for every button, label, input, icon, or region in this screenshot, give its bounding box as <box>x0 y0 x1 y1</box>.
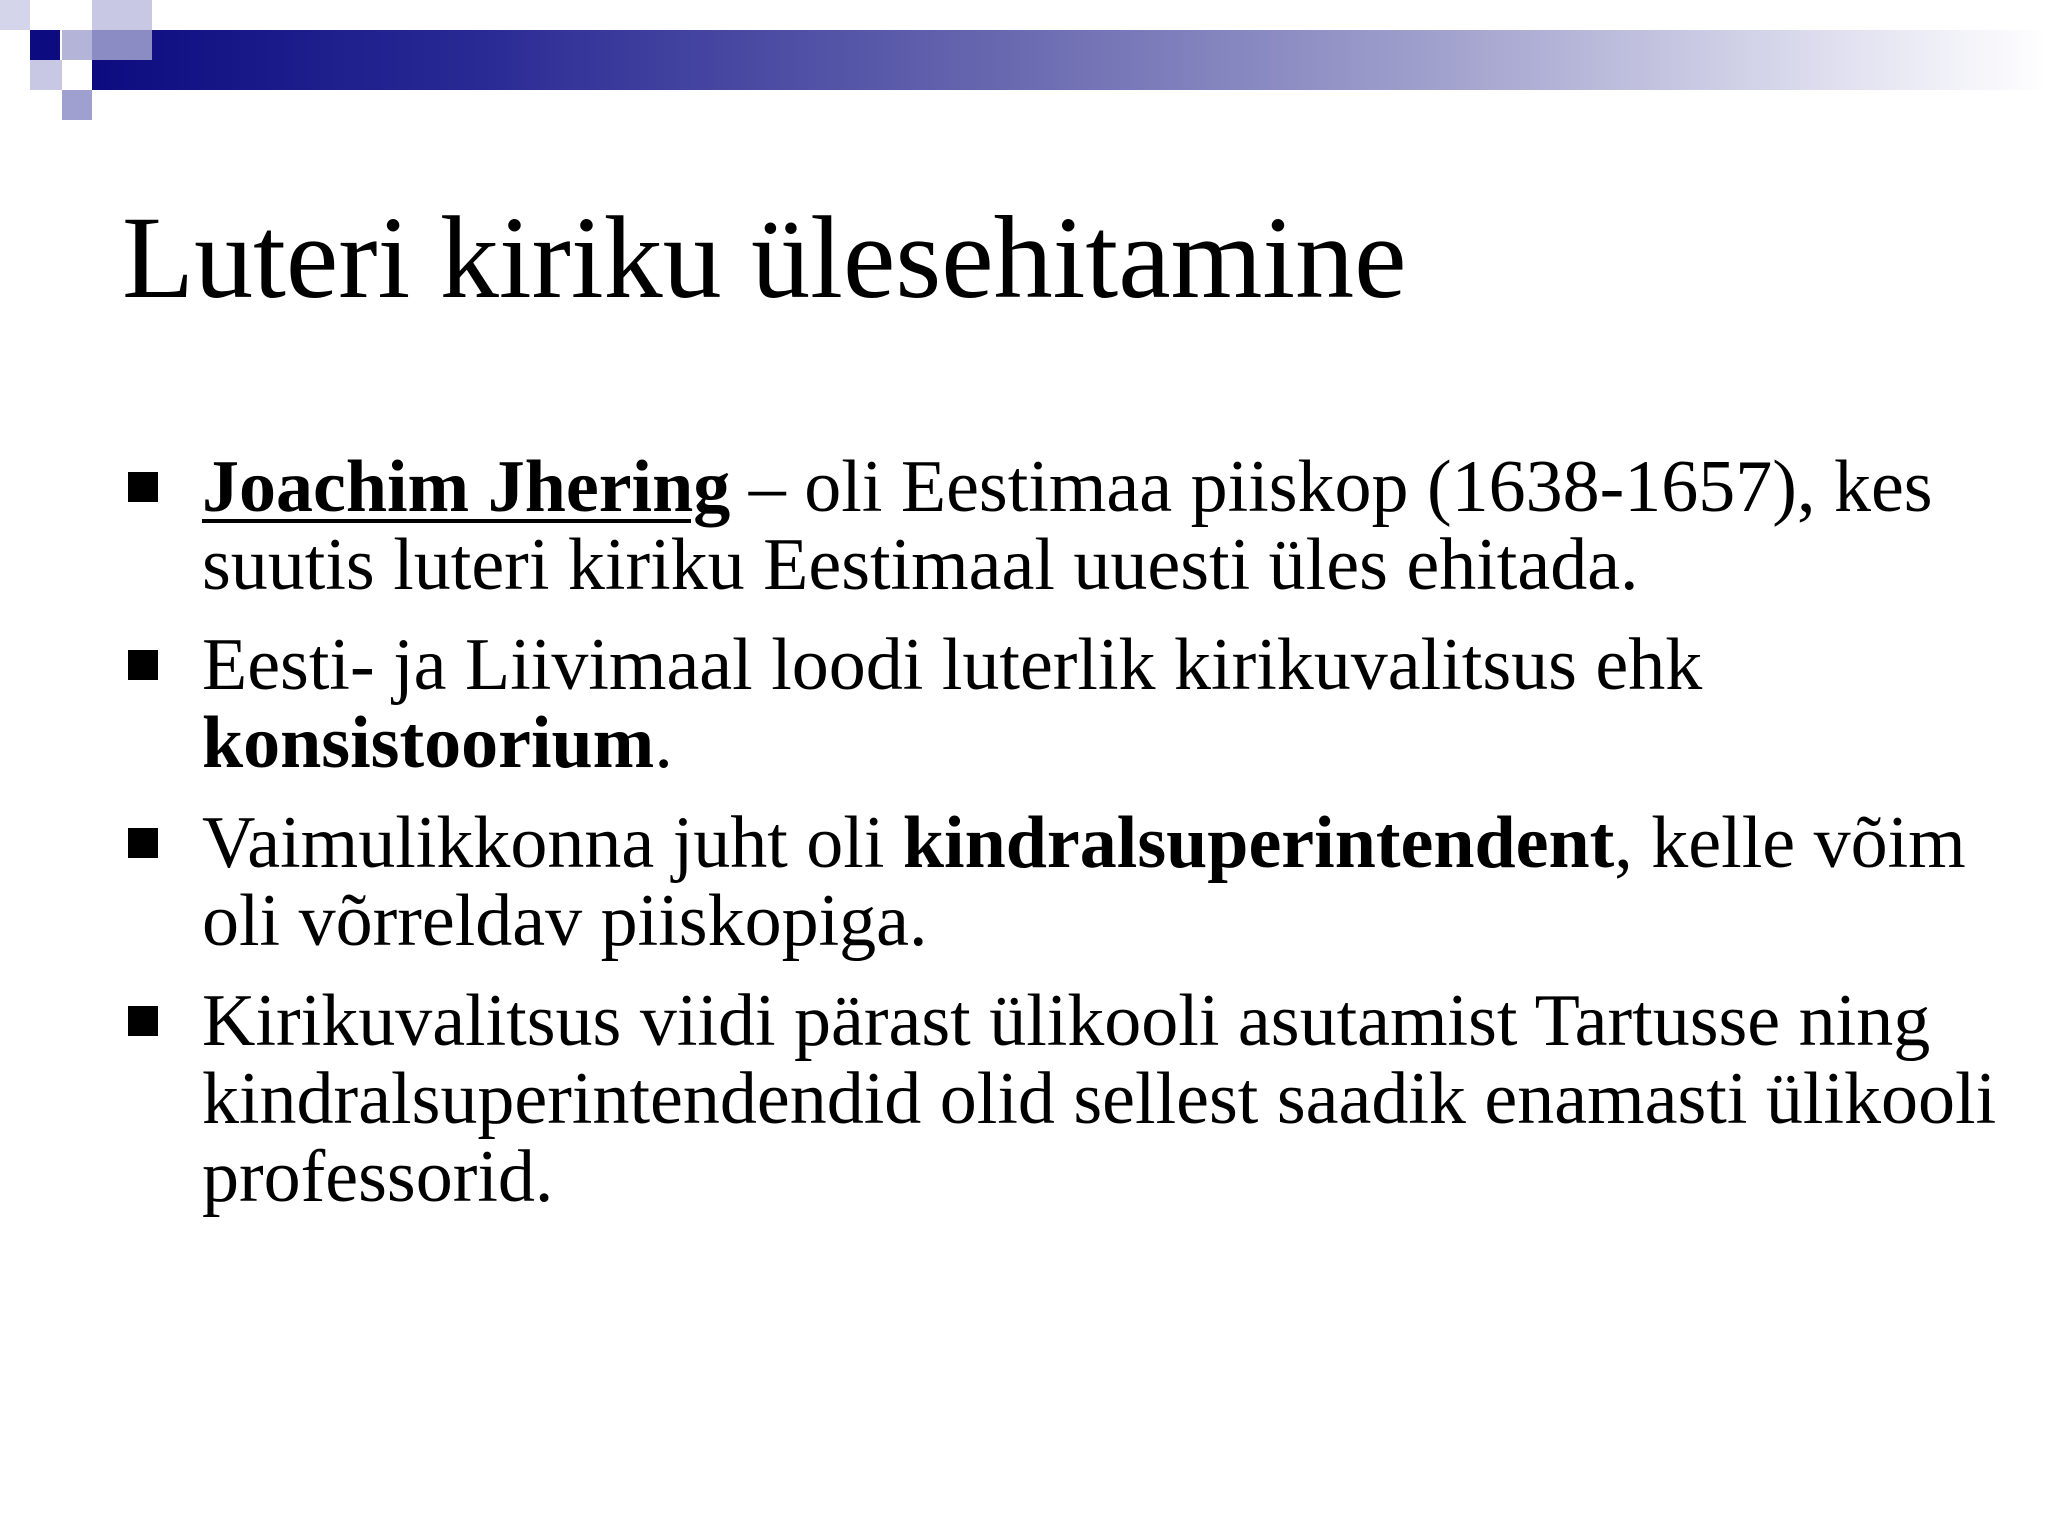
decor-square-mid <box>62 30 92 60</box>
bullet-term: kindralsuperintendent <box>902 802 1615 884</box>
bullet-text: . <box>654 702 673 784</box>
header-gradient-band <box>92 30 2048 90</box>
bullet-item <box>122 626 2002 782</box>
decor-square-mid <box>92 0 152 30</box>
bullet-text: Vaimulikkonna juht oli <box>202 802 903 884</box>
slide-title: Luteri kiriku ülesehitamine <box>122 192 1407 323</box>
decor-square-mid <box>92 30 152 60</box>
square-bullet-icon <box>128 650 158 680</box>
bullet-text: Eesti- ja Liivimaal loodi luterlik kirikuvalitsus ehk <box>202 624 1703 706</box>
bullet-text: , kelle võim oli võrreldav piiskopiga. <box>202 802 1966 962</box>
bullet-list <box>122 448 2002 1238</box>
person-name: Joachim Jhering <box>202 446 731 528</box>
decor-square-mid <box>62 90 92 120</box>
bullet-term: konsistoorium <box>202 702 655 784</box>
square-bullet-icon <box>128 472 158 502</box>
decor-square-light <box>30 60 62 90</box>
decor-square-light <box>0 0 30 30</box>
square-bullet-icon <box>128 828 158 858</box>
bullet-item <box>122 982 2002 1216</box>
bullet-item <box>122 448 2002 604</box>
bullet-item <box>122 804 2002 960</box>
square-bullet-icon <box>128 1006 158 1036</box>
decor-square-dark <box>30 30 60 60</box>
bullet-text: Kirikuvalitsus viidi pärast ülikooli asutamist Tartusse ning kindralsuperintendendid olid sellest saadik enamasti ülikooli professorid. <box>202 980 1997 1218</box>
bullet-text: – oli Eestimaa piiskop (1638-1657), kes suutis luteri kiriku Eestimaal uuesti üles ehitada. <box>202 446 1933 606</box>
